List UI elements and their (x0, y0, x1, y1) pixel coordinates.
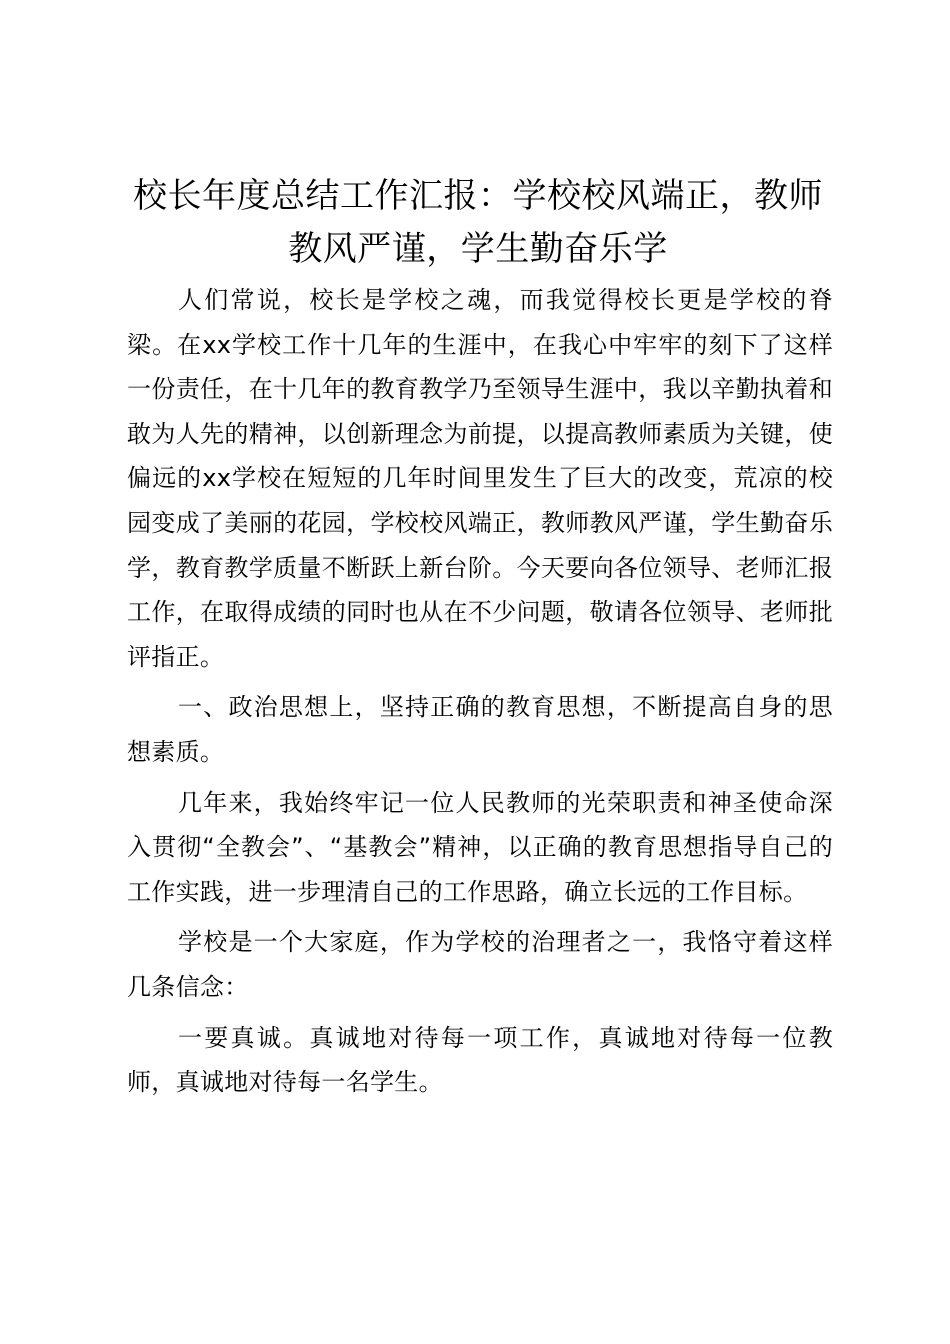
paragraph-thought: 几年来，我始终牢记一位人民教师的光荣职责和神圣使命深入贯彻“全教会”、“基教会”精神，以正确的教育思想指导自己的工作实践，进一步理清自己的工作思路，确立长远的工作目标。 (127, 788, 833, 906)
paragraph-intro: 人们常说，校长是学校之魂，而我觉得校长更是学校的脊梁。在xx学校工作十几年的生涯中，在我心中牢牢的刻下了这样一份责任，在十几年的教育教学乃至领导生涯中，我以辛勤执着和敢为人先的精神，以创新理念为前提，以提高教师素质为关键，使偏远的xx学校在短短的几年时间里发生了巨大的改变，荒凉的校园变成了美丽的花园，学校校风端正，教师教风严谨，学生勤奋乐学，教育教学质量不断跃上新台阶。今天要向各位领导、老师汇报工作，在取得成绩的同时也从在不少问题，敬请各位领导、老师批评指正。 (127, 286, 833, 671)
paragraph-section-heading-1: 一、政治思想上，坚持正确的教育思想，不断提高自身的思想素质。 (127, 693, 833, 766)
document-title: 校长年度总结工作汇报：学校校风端正，教师教风严谨，学生勤奋乐学 (133, 176, 823, 269)
paragraph-sincerity: 一要真诚。真诚地对待每一项工作，真诚地对待每一位教师，真诚地对待每一名学生。 (127, 1023, 833, 1097)
document-body (127, 278, 833, 1111)
paragraph-beliefs: 学校是一个大家庭，作为学校的治理者之一，我恪守着这样几条信念： (127, 928, 833, 1001)
